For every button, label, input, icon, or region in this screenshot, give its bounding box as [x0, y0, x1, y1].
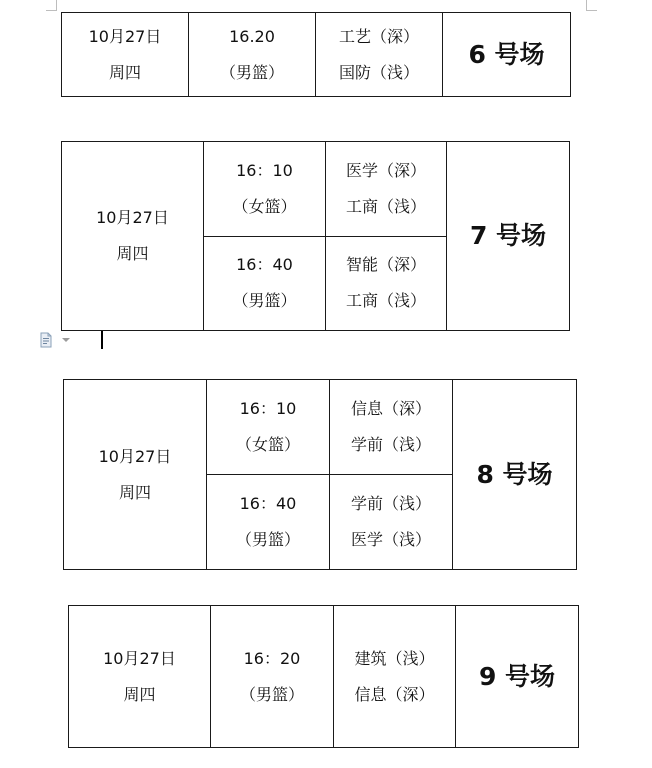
game-type-text: （男篮） — [232, 291, 297, 311]
team-text: 信息（深） — [350, 399, 431, 418]
team-text: 学前（浅） — [350, 435, 431, 454]
team-text: 国防（浅） — [338, 62, 419, 82]
paste-options-icon[interactable] — [38, 332, 54, 348]
page-corner-mark-right — [586, 0, 597, 11]
time-cell — [204, 142, 326, 237]
weekday-text: 周四 — [118, 482, 151, 502]
game-type-text: （男篮） — [235, 530, 300, 549]
game-type-text: （女篮） — [235, 435, 300, 454]
team-text: 医学（浅） — [350, 530, 431, 549]
date-text: 10月27日 — [103, 648, 176, 668]
time-text: 16：10 — [236, 160, 293, 180]
date-cell — [62, 13, 189, 97]
date-cell — [62, 142, 204, 331]
chevron-down-icon[interactable] — [62, 338, 70, 342]
team-text: 工商（浅） — [345, 291, 426, 311]
schedule-table-court-6 — [61, 12, 571, 97]
time-text: 16：20 — [243, 648, 301, 668]
game-type-text: （女篮） — [232, 196, 297, 216]
date-cell — [69, 606, 211, 748]
schedule-table-court-7 — [61, 141, 570, 331]
time-text: 16.20 — [229, 26, 275, 46]
time-cell — [204, 236, 326, 331]
game-type-text: （男篮） — [219, 62, 284, 82]
venue-cell: 8 号场 — [453, 380, 577, 570]
table-row — [69, 606, 579, 748]
weekday-text: 周四 — [108, 62, 141, 82]
date-text: 10月27日 — [96, 208, 169, 227]
table-row — [62, 142, 570, 237]
time-cell — [211, 606, 334, 748]
weekday-text: 周四 — [123, 684, 156, 704]
teams-cell — [316, 13, 443, 97]
page-corner-mark-left — [46, 0, 57, 11]
schedule-table-court-8 — [63, 379, 577, 570]
table-row — [62, 13, 571, 97]
date-text: 10月27日 — [88, 26, 162, 46]
time-cell — [189, 13, 316, 97]
team-text: 建筑（浅） — [354, 648, 435, 668]
time-text: 16：10 — [239, 399, 297, 418]
teams-cell — [334, 606, 456, 748]
table-row — [64, 380, 577, 475]
venue-cell: 9 号场 — [456, 606, 579, 748]
teams-cell — [326, 142, 447, 237]
schedule-table-court-9 — [68, 605, 579, 748]
teams-cell — [330, 380, 453, 475]
text-cursor — [101, 331, 103, 349]
team-text: 学前（浅） — [350, 494, 431, 513]
team-text: 医学（深） — [345, 160, 426, 180]
team-text: 工艺（深） — [338, 26, 419, 46]
time-cell — [207, 380, 330, 475]
teams-cell — [326, 236, 447, 331]
teams-cell — [330, 475, 453, 570]
team-text: 智能（深） — [345, 255, 426, 275]
time-text: 16：40 — [236, 255, 293, 275]
venue-cell: 6 号场 — [443, 13, 571, 97]
game-type-text: （男篮） — [239, 684, 304, 704]
team-text: 工商（浅） — [345, 196, 426, 216]
time-text: 16：40 — [239, 494, 297, 513]
date-text: 10月27日 — [98, 446, 172, 466]
weekday-text: 周四 — [116, 244, 149, 263]
date-cell — [64, 380, 207, 570]
team-text: 信息（深） — [354, 684, 435, 704]
time-cell — [207, 475, 330, 570]
venue-cell: 7 号场 — [447, 142, 570, 331]
